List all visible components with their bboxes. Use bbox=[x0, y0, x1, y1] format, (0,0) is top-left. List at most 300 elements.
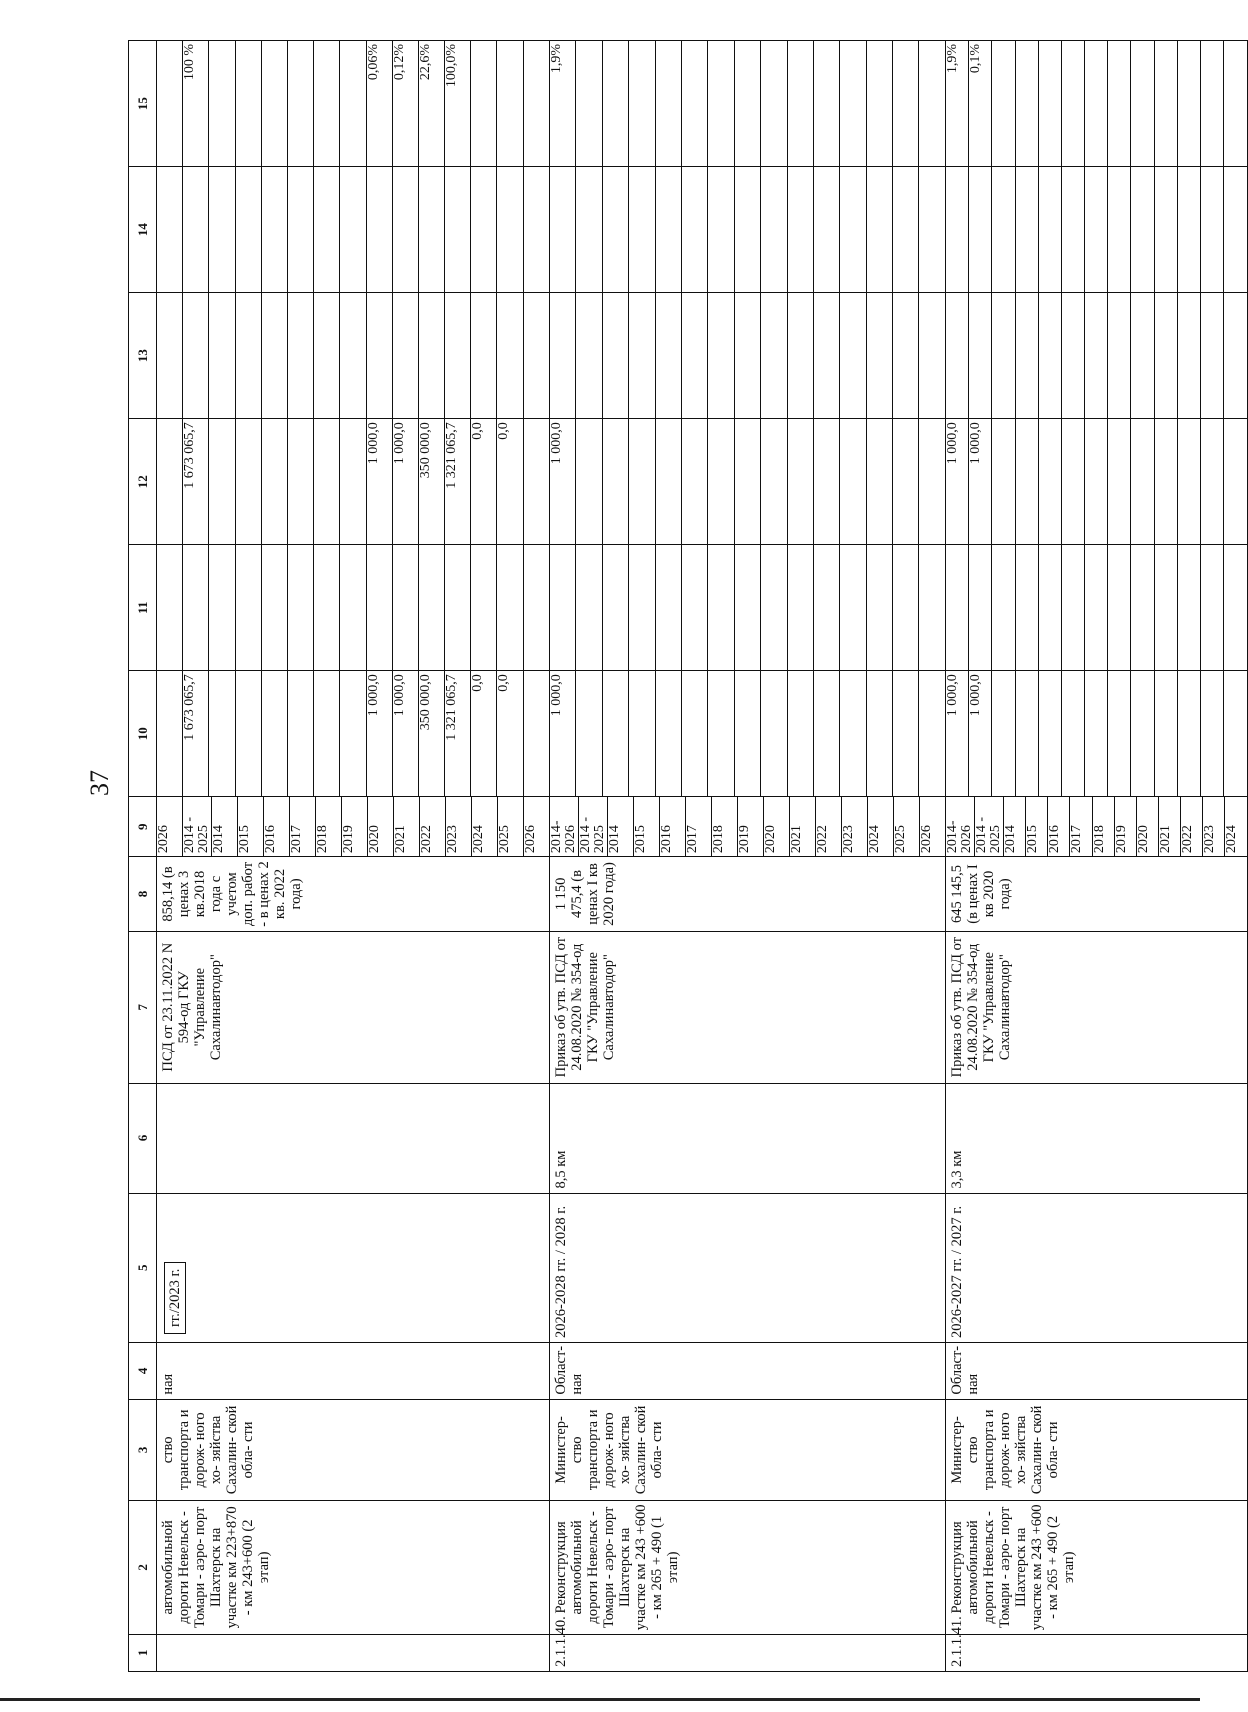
col11-value bbox=[1201, 545, 1224, 670]
col15-cell bbox=[550, 41, 946, 167]
col10-value: 1 673 065,7 bbox=[183, 671, 209, 796]
col14-subtable bbox=[550, 167, 945, 292]
col11-value bbox=[392, 545, 418, 670]
col15-value bbox=[209, 41, 235, 166]
col10-value: 1 321 065,7 bbox=[445, 671, 471, 796]
col14-value bbox=[497, 167, 523, 292]
years-value: 2026 bbox=[919, 825, 934, 854]
col15-value bbox=[157, 41, 183, 166]
column-header-10: 10 bbox=[129, 671, 157, 797]
years-value: 2020 bbox=[368, 797, 394, 856]
col11-value bbox=[1154, 545, 1177, 670]
construction-period-cell: 2026-2028 гг. / 2028 г. bbox=[550, 1193, 946, 1343]
col14-value bbox=[1038, 167, 1061, 292]
col10-value bbox=[761, 671, 787, 796]
col10-subtable bbox=[550, 671, 945, 796]
col11-value bbox=[183, 545, 209, 670]
col13-value bbox=[787, 293, 813, 418]
col12-value: 350 000,0 bbox=[418, 419, 444, 544]
column-header-15: 15 bbox=[129, 41, 157, 167]
col12-value bbox=[1085, 419, 1108, 544]
col12-value bbox=[1177, 419, 1200, 544]
col12-value bbox=[1108, 419, 1131, 544]
col10-value bbox=[209, 671, 235, 796]
col11-subtable bbox=[946, 545, 1247, 670]
col13-value bbox=[287, 293, 313, 418]
col10-value bbox=[919, 671, 945, 796]
col12-value bbox=[992, 419, 1015, 544]
years-value: 2025 bbox=[498, 797, 524, 856]
ownership-type-cell: Област- ная bbox=[550, 1343, 946, 1400]
col10-value bbox=[576, 671, 602, 796]
col12-value bbox=[708, 419, 734, 544]
col13-value bbox=[708, 293, 734, 418]
years-value: 2024 bbox=[1224, 825, 1240, 854]
col14-value bbox=[866, 167, 892, 292]
col13-value bbox=[893, 293, 919, 418]
col10-value bbox=[655, 671, 681, 796]
col14-value bbox=[893, 167, 919, 292]
col11-value bbox=[1224, 545, 1247, 670]
col12-value bbox=[235, 419, 261, 544]
col15-value bbox=[1177, 41, 1200, 166]
row-number-cell: 2.1.1.40. bbox=[550, 1634, 946, 1671]
column-header-9: 9 bbox=[129, 797, 157, 857]
col14-value bbox=[1108, 167, 1131, 292]
col11-value bbox=[576, 545, 602, 670]
col10-value bbox=[734, 671, 760, 796]
years-value: 2021 bbox=[1158, 797, 1180, 856]
col10-value bbox=[1201, 671, 1224, 796]
col13-value bbox=[183, 293, 209, 418]
col12-value: 0,0 bbox=[471, 419, 497, 544]
years-value: 2015 bbox=[1026, 797, 1048, 856]
years-value: 2014- 2026 bbox=[550, 797, 579, 856]
years-value: 2020 bbox=[1136, 797, 1158, 856]
col13-value bbox=[576, 293, 602, 418]
col12-value bbox=[1038, 419, 1061, 544]
col12-value bbox=[1201, 419, 1224, 544]
col13-value bbox=[1061, 293, 1084, 418]
col11-value bbox=[602, 545, 628, 670]
col15-value bbox=[602, 41, 628, 166]
years-value: 2023 bbox=[842, 797, 868, 856]
col15-value bbox=[787, 41, 813, 166]
col15-value bbox=[287, 41, 313, 166]
col13-value bbox=[1177, 293, 1200, 418]
col15-value bbox=[1131, 41, 1154, 166]
col13-value bbox=[946, 293, 969, 418]
years-subtable bbox=[946, 797, 1247, 856]
col15-value bbox=[523, 41, 549, 166]
years-value: 2019 bbox=[1114, 797, 1136, 856]
col15-value: 1,9% bbox=[946, 41, 969, 166]
col10-value bbox=[1038, 671, 1061, 796]
col11-value bbox=[157, 545, 183, 670]
col15-value: 100 % bbox=[183, 41, 209, 166]
col14-value bbox=[602, 167, 628, 292]
col14-value bbox=[946, 167, 969, 292]
col10-value bbox=[787, 671, 813, 796]
col10-cell bbox=[550, 671, 946, 797]
col12-value bbox=[629, 419, 655, 544]
col13-value bbox=[681, 293, 707, 418]
responsible-org-cell: ство транспорта и дорож- ного хо- зяйства Сахалин- ской обла- сти bbox=[157, 1399, 550, 1500]
column-header-1: 1 bbox=[129, 1634, 157, 1671]
column-header-11: 11 bbox=[129, 545, 157, 671]
years-value: 2021 bbox=[394, 797, 420, 856]
col13-value bbox=[969, 293, 992, 418]
ownership-type-cell: Област- ная bbox=[946, 1343, 1248, 1400]
col12-value bbox=[1015, 419, 1038, 544]
col12-cell bbox=[550, 419, 946, 545]
col14-value bbox=[787, 167, 813, 292]
col11-value bbox=[550, 545, 576, 670]
col13-subtable bbox=[550, 293, 945, 418]
col13-value bbox=[445, 293, 471, 418]
years-value: 2016 bbox=[264, 797, 290, 856]
col11-value bbox=[655, 545, 681, 670]
page-number: 37 bbox=[85, 770, 114, 796]
column-header-12: 12 bbox=[129, 419, 157, 545]
years-value: 2014 bbox=[1004, 797, 1026, 856]
col15-value bbox=[471, 41, 497, 166]
col11-value bbox=[1177, 545, 1200, 670]
col12-value bbox=[209, 419, 235, 544]
col15-subtable bbox=[157, 41, 549, 166]
col12-value bbox=[681, 419, 707, 544]
col10-value bbox=[813, 671, 839, 796]
col12-value bbox=[655, 419, 681, 544]
col12-value: 1 000,0 bbox=[550, 419, 576, 544]
years-value: 2019 bbox=[342, 797, 368, 856]
col14-value bbox=[1154, 167, 1177, 292]
col10-value: 1 000,0 bbox=[946, 671, 969, 796]
col12-cell bbox=[946, 419, 1248, 545]
col10-value bbox=[629, 671, 655, 796]
col14-value bbox=[287, 167, 313, 292]
col14-value bbox=[1015, 167, 1038, 292]
col15-value bbox=[655, 41, 681, 166]
col11-value bbox=[866, 545, 892, 670]
years-value: 2024 bbox=[868, 797, 894, 856]
col10-subtable bbox=[157, 671, 549, 796]
years-value: 2014 bbox=[212, 797, 238, 856]
col13-value bbox=[261, 293, 287, 418]
col10-value: 1 000,0 bbox=[366, 671, 392, 796]
col12-value bbox=[787, 419, 813, 544]
col15-value bbox=[340, 41, 366, 166]
col12-value bbox=[893, 419, 919, 544]
col15-subtable bbox=[550, 41, 945, 166]
bottom-rule bbox=[0, 1698, 1200, 1701]
col15-value bbox=[235, 41, 261, 166]
col11-value bbox=[261, 545, 287, 670]
col14-value bbox=[445, 167, 471, 292]
years-subtable bbox=[157, 797, 549, 856]
col12-value bbox=[813, 419, 839, 544]
col14-value bbox=[1061, 167, 1084, 292]
col13-subtable bbox=[946, 293, 1247, 418]
col13-value bbox=[992, 293, 1015, 418]
col12-value bbox=[734, 419, 760, 544]
col13-value bbox=[340, 293, 366, 418]
col12-value: 1 321 065,7 bbox=[445, 419, 471, 544]
years-cell bbox=[550, 797, 946, 857]
years-value: 2022 bbox=[1181, 797, 1203, 856]
col15-value: 0,1% bbox=[969, 41, 992, 166]
col15-value bbox=[840, 41, 866, 166]
col11-value bbox=[287, 545, 313, 670]
col13-value bbox=[761, 293, 787, 418]
table-row bbox=[550, 41, 946, 1672]
col14-subtable bbox=[157, 167, 549, 292]
col15-subtable bbox=[946, 41, 1247, 166]
estimated-cost-cell: 645 145,5 (в ценах I кв 2020 года) bbox=[946, 857, 1248, 932]
col14-value bbox=[1224, 167, 1247, 292]
header-row bbox=[129, 41, 157, 1672]
col11-value bbox=[471, 545, 497, 670]
years-value: 2025 bbox=[894, 797, 920, 856]
years-value: 2019 bbox=[738, 797, 764, 856]
col10-value bbox=[681, 671, 707, 796]
capacity-cell bbox=[157, 1083, 550, 1193]
object-name-cell: Реконструкция автомобильной дороги Невельск - Томари - аэро- порт Шахтерск на участке км 243 +600 - км 265 + 490 (1 этап) bbox=[550, 1501, 946, 1635]
col14-value bbox=[366, 167, 392, 292]
col11-value bbox=[813, 545, 839, 670]
years-value: 2017 bbox=[290, 797, 316, 856]
col12-value bbox=[523, 419, 549, 544]
years-value: 2014 - 2025 bbox=[975, 797, 1004, 856]
col12-value bbox=[314, 419, 340, 544]
col12-value bbox=[761, 419, 787, 544]
rotated-table-wrapper bbox=[128, 40, 1240, 1672]
col13-value bbox=[655, 293, 681, 418]
col13-value bbox=[840, 293, 866, 418]
col15-value bbox=[1108, 41, 1131, 166]
col13-value bbox=[1131, 293, 1154, 418]
col12-value bbox=[1061, 419, 1084, 544]
col14-value bbox=[992, 167, 1015, 292]
col13-value bbox=[1085, 293, 1108, 418]
years-value: 2016 bbox=[1048, 797, 1070, 856]
col15-value bbox=[314, 41, 340, 166]
col10-value: 0,0 bbox=[497, 671, 523, 796]
col13-value bbox=[314, 293, 340, 418]
column-header-5: 5 bbox=[129, 1193, 157, 1343]
col10-value bbox=[340, 671, 366, 796]
col13-value bbox=[471, 293, 497, 418]
col10-cell bbox=[157, 671, 550, 797]
col14-value bbox=[969, 167, 992, 292]
col11-value bbox=[946, 545, 969, 670]
years-value: 2014 - 2025 bbox=[579, 797, 608, 856]
col15-value bbox=[1085, 41, 1108, 166]
col15-value bbox=[734, 41, 760, 166]
years-value: 2018 bbox=[1092, 797, 1114, 856]
col14-value bbox=[471, 167, 497, 292]
col14-value bbox=[235, 167, 261, 292]
col14-cell bbox=[157, 167, 550, 293]
col12-subtable bbox=[946, 419, 1247, 544]
column-header-3: 3 bbox=[129, 1399, 157, 1500]
column-header-13: 13 bbox=[129, 293, 157, 419]
col14-value bbox=[681, 167, 707, 292]
col14-value bbox=[340, 167, 366, 292]
object-name-cell: автомобильной дороги Невельск - Томари - аэро- порт Шахтерск на участке км 223+870 - км 243+600 (2 этап) bbox=[157, 1501, 550, 1635]
col10-value bbox=[287, 671, 313, 796]
col14-value bbox=[550, 167, 576, 292]
col10-value: 1 000,0 bbox=[392, 671, 418, 796]
col12-value bbox=[287, 419, 313, 544]
years-value: 2017 bbox=[686, 797, 712, 856]
col12-value: 1 673 065,7 bbox=[183, 419, 209, 544]
col11-value bbox=[340, 545, 366, 670]
col12-value: 0,0 bbox=[497, 419, 523, 544]
col13-value bbox=[1201, 293, 1224, 418]
capacity-cell: 3,3 км bbox=[946, 1083, 1248, 1193]
col11-value bbox=[497, 545, 523, 670]
col15-value bbox=[1038, 41, 1061, 166]
col14-value bbox=[261, 167, 287, 292]
years-value: 2018 bbox=[712, 797, 738, 856]
col11-value bbox=[734, 545, 760, 670]
approval-document-cell: Приказ об утв. ПСД от 24.08.2020 № 354-од ГКУ "Управление Сахалинавтодор" bbox=[946, 931, 1248, 1083]
col11-value bbox=[418, 545, 444, 670]
col11-subtable bbox=[550, 545, 945, 670]
col11-value bbox=[787, 545, 813, 670]
responsible-org-cell: Министер- ство транспорта и дорож- ного хо- зяйства Сахалин- ской обла- сти bbox=[550, 1399, 946, 1500]
col11-value bbox=[708, 545, 734, 670]
col10-value bbox=[1108, 671, 1131, 796]
col15-value: 0,12% bbox=[392, 41, 418, 166]
col14-value bbox=[418, 167, 444, 292]
col10-value bbox=[1154, 671, 1177, 796]
col11-value bbox=[523, 545, 549, 670]
col11-value bbox=[1108, 545, 1131, 670]
col15-value bbox=[866, 41, 892, 166]
table-row bbox=[157, 41, 550, 1672]
col13-value bbox=[734, 293, 760, 418]
col15-value bbox=[708, 41, 734, 166]
column-header-4: 4 bbox=[129, 1343, 157, 1400]
col12-value: 1 000,0 bbox=[392, 419, 418, 544]
object-name-cell: Реконструкция автомобильной дороги Невельск - Томари - аэро- порт Шахтерск на участке км 243 +600 - км 265 + 490 (2 этап) bbox=[946, 1501, 1248, 1635]
col15-value bbox=[261, 41, 287, 166]
years-value: 2024 bbox=[472, 797, 498, 856]
col15-value bbox=[1015, 41, 1038, 166]
col15-value: 100,0% bbox=[445, 41, 471, 166]
col10-value bbox=[840, 671, 866, 796]
col10-value bbox=[1177, 671, 1200, 796]
col11-value bbox=[209, 545, 235, 670]
years-value: 2017 bbox=[1070, 797, 1092, 856]
col14-value bbox=[1177, 167, 1200, 292]
col15-cell bbox=[946, 41, 1248, 167]
col14-value bbox=[209, 167, 235, 292]
period-text: гг./2023 г. bbox=[164, 1262, 186, 1334]
col14-value bbox=[523, 167, 549, 292]
col13-value bbox=[550, 293, 576, 418]
col15-value bbox=[893, 41, 919, 166]
column-header-14: 14 bbox=[129, 167, 157, 293]
col11-cell bbox=[157, 545, 550, 671]
col15-value bbox=[919, 41, 945, 166]
col10-value: 1 000,0 bbox=[550, 671, 576, 796]
col13-value bbox=[919, 293, 945, 418]
row-number-cell: 2.1.1.41. bbox=[946, 1634, 1248, 1671]
col13-value bbox=[1154, 293, 1177, 418]
estimated-cost-cell: 858,14 (в ценах 3 кв.2018 года с учетом доп. работ - в ценах 2 кв. 2022 года) bbox=[157, 857, 550, 932]
col14-value bbox=[183, 167, 209, 292]
col15-value bbox=[813, 41, 839, 166]
years-value: 2022 bbox=[420, 797, 446, 856]
col12-value: 1 000,0 bbox=[366, 419, 392, 544]
approval-document-cell: ПСД от 23.11.2022 N 594-од ГКУ "Управление Сахалинавтодор" bbox=[157, 931, 550, 1083]
ownership-type-cell: ная bbox=[157, 1343, 550, 1400]
construction-period-cell bbox=[157, 1193, 550, 1343]
col14-cell bbox=[550, 167, 946, 293]
years-value: 2014 bbox=[608, 797, 634, 856]
col10-value bbox=[602, 671, 628, 796]
col14-value bbox=[314, 167, 340, 292]
col14-value bbox=[576, 167, 602, 292]
years-value: 2020 bbox=[764, 797, 790, 856]
col15-value bbox=[681, 41, 707, 166]
approval-document-cell: Приказ об утв. ПСД от 24.08.2020 № 354-од ГКУ "Управление Сахалинавтодор" bbox=[550, 931, 946, 1083]
col10-subtable bbox=[946, 671, 1247, 796]
col10-value bbox=[866, 671, 892, 796]
col12-subtable bbox=[157, 419, 549, 544]
col13-value bbox=[629, 293, 655, 418]
col14-value bbox=[157, 167, 183, 292]
col13-value bbox=[209, 293, 235, 418]
col15-value: 0,06% bbox=[366, 41, 392, 166]
estimated-cost-cell: 1 150 475,4 (в ценах I кв 2020 года) bbox=[550, 857, 946, 932]
col15-value bbox=[1201, 41, 1224, 166]
years-cell bbox=[946, 797, 1248, 857]
years-value: 2015 bbox=[634, 797, 660, 856]
column-header-7: 7 bbox=[129, 931, 157, 1083]
years-value: 2015 bbox=[238, 797, 264, 856]
col13-value bbox=[392, 293, 418, 418]
col13-value bbox=[366, 293, 392, 418]
col12-value bbox=[157, 419, 183, 544]
col12-value: 1 000,0 bbox=[969, 419, 992, 544]
col13-value bbox=[1015, 293, 1038, 418]
col10-value bbox=[1131, 671, 1154, 796]
col15-value bbox=[497, 41, 523, 166]
col12-value bbox=[866, 419, 892, 544]
col11-value bbox=[445, 545, 471, 670]
col10-value bbox=[1085, 671, 1108, 796]
responsible-org-cell: Министер- ство транспорта и дорож- ного хо- зяйства Сахалин- ской обла- сти bbox=[946, 1399, 1248, 1500]
col10-value bbox=[1015, 671, 1038, 796]
col11-value bbox=[1085, 545, 1108, 670]
col11-value bbox=[969, 545, 992, 670]
col10-value: 350 000,0 bbox=[418, 671, 444, 796]
col11-value bbox=[1015, 545, 1038, 670]
col11-value bbox=[893, 545, 919, 670]
years-value: 2018 bbox=[316, 797, 342, 856]
col14-subtable bbox=[946, 167, 1247, 292]
col15-value: 1,9% bbox=[550, 41, 576, 166]
years-value: 2022 bbox=[816, 797, 842, 856]
years-value: 2026 bbox=[523, 825, 538, 854]
col12-value bbox=[1154, 419, 1177, 544]
col10-value bbox=[523, 671, 549, 796]
col14-value bbox=[1201, 167, 1224, 292]
